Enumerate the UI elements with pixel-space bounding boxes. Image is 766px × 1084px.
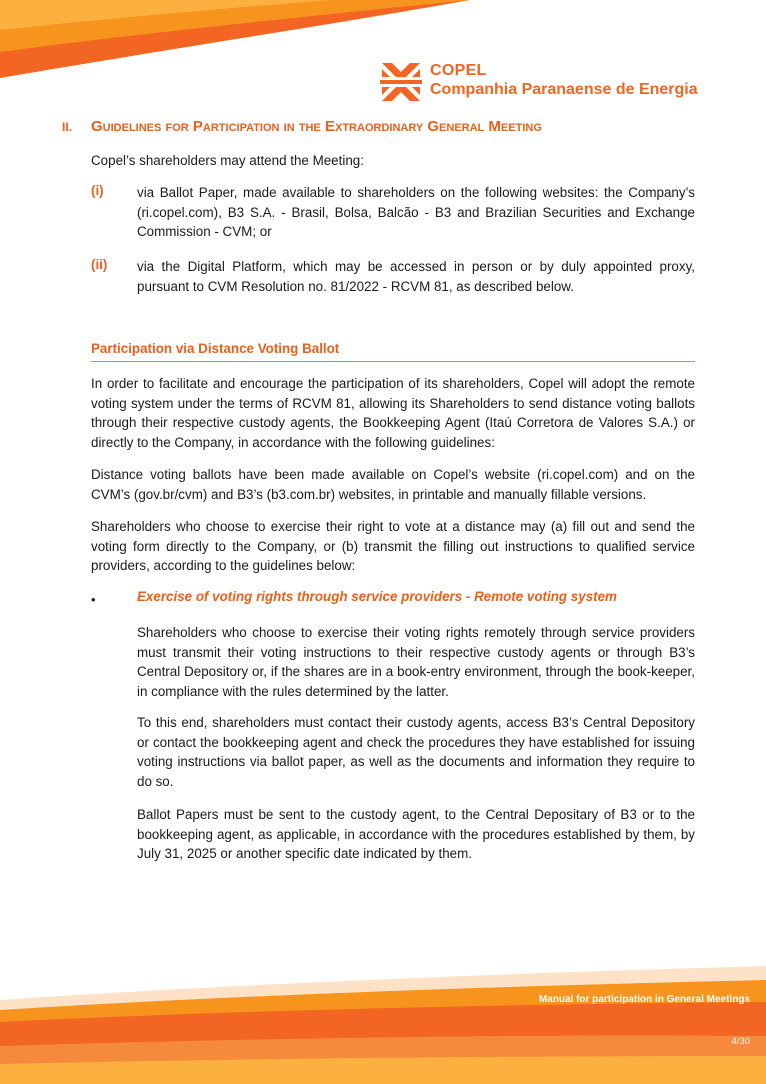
body-paragraph: Distance voting ballots have been made available on Copel’s website (ri.copel.com) and on the CVM’s (gov.br/cvm) and B3’s (b3.com.br) websites, in printable and manually fillable versions. [91,467,695,502]
copel-logo-icon [380,61,422,103]
list-item-text: via the Digital Platform, which may be accessed in person or by duly appointed proxy, pursuant to CVM Resolution no. 81/2022 - RCVM 81, as described below. [137,259,695,294]
list-item-label: (ii) [91,257,108,272]
footer-swoosh-decoration [0,960,766,1084]
footer-label: Manual for participation in General Meetings [538,994,750,1005]
bullet-icon: • [91,592,96,607]
page-number: 4/30 [731,1036,750,1047]
section-heading [62,118,542,135]
section-intro: Copel’s shareholders may attend the Meeting: [91,153,364,168]
bullet-title: Exercise of voting rights through service providers - Remote voting system [137,589,617,604]
list-item-label: (i) [91,183,104,198]
body-paragraph: In order to facilitate and encourage the participation of its shareholders, Copel will adopt the remote voting system under the terms of RCVM 81, allowing its Shareholders to send distance voting ballots through their respective custody agents, the Bookkeeping Agent (Itaú Corretora de Valores S.A.) or directly to the Company, in accordance with the following guidelines: [91,376,695,450]
company-short-name: COPEL [430,62,487,79]
section-number: II. [62,120,73,134]
subsection-title: Participation via Distance Voting Ballot [91,341,340,356]
company-logo [380,61,698,105]
bullet-paragraph: Shareholders who choose to exercise their voting rights remotely through service providers must transmit their voting instructions to their respective custody agents or through B3’s Central Depository or, if the shares are in a book-entry environment, through the book-keeper, in compliance with the rules determined by the latter. [137,625,695,699]
bullet-paragraph: To this end, shareholders must contact their custody agents, access B3’s Central Depository or contact the bookkeeping agent and check the procedures they have established for issuing voting instructions via ballot paper, as well as the documents and information they require to do so. [137,715,695,789]
section-title: Guidelines for Participation in the Extraordinary General Meeting [91,118,542,135]
subsection-heading [91,340,695,362]
list-item-text: via Ballot Paper, made available to shareholders on the following websites: the Company’s (ri.copel.com), B3 S.A. - Brasil, Bolsa, Balcão - B3 and Brazilian Securities and Exchange Commission - CVM; or [137,185,695,239]
company-full-name: Companhia Paranaense de Energia [430,81,698,98]
body-paragraph: Shareholders who choose to exercise their right to vote at a distance may (a) fill out and send the voting form directly to the Company, or (b) transmit the filling out instructions to qualified service providers, according to the guidelines below: [91,519,695,573]
bullet-paragraph: Ballot Papers must be sent to the custody agent, to the Central Depositary of B3 or to the bookkeeping agent, as applicable, in accordance with the procedures established by them, by July 31, 2025 or another specific date indicated by them. [137,807,695,861]
